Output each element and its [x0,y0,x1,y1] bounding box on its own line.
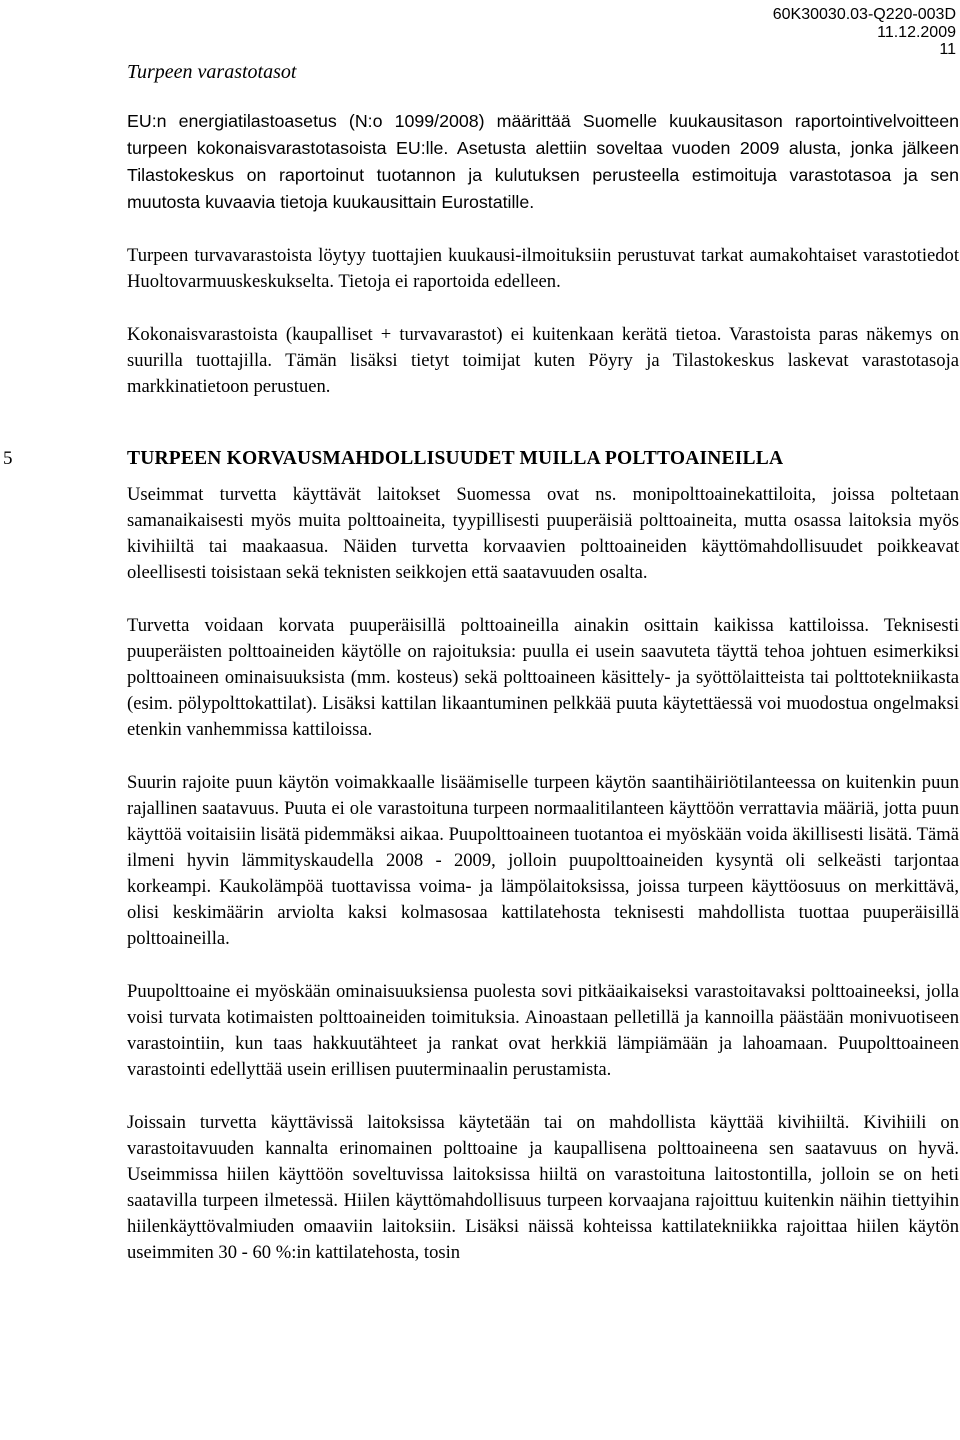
paragraph-eu-regulation [127,108,959,216]
paragraph-lead-text: EU:n energiatilastoasetus (N:o 1099/2008) määrittää Suomelle kuukausitason raportointivelvoitteen turpeen kokonaisvarastotasoista EU:lle. [127,111,959,158]
paragraph-multifuel-boilers: Useimmat turvetta käyttävät laitokset Suomessa ovat ns. monipolttoainekattiloita, joissa poltetaan samanaikaisesti myös muita polttoaineita, tyypillisesti puuperäisiä polttoaineita, mutta osassa laitoksia myös kivihiiltä tai maakaasua. Näiden turvetta korvaavien polttoaineiden käyttömahdollisuudet poikkeavat oleellisesti toisistaan sekä teknisten seikkojen että saatavuuden osalta. [127,484,959,583]
paragraph-wood-availability: Suurin rajoite puun käytön voimakkaalle lisäämiselle turpeen käytön saantihäiriötilanteessa on kuitenkin puun rajallinen saatavuus. Puuta ei ole varastoituna turpeen normaalitilanteen käyttöön verrattavia määriä, jotta puun käyttöä voitaisiin lisätä pidemmäksi aikaa. Puupolttoaineen tuotantoa ei myöskään voida äkillisesti lisätä. Tämä ilmeni hyvin lämmityskaudella 2008 - 2009, jolloin puupolttoaineiden kysyntä oli selkeästi tarjontaa korkeampi. Kaukolämpöä tuottavissa voima- ja lämpölaitoksissa, joissa turpeen käyttöosuus on merkittävä, olisi keskimäärin arviolta kaksi kolmasosaa kattilatehosta teknisesti mahdollista tuottaa puuperäisillä polttoaineilla. [127,772,959,949]
running-title: Turpeen varastotasot [127,61,297,83]
document-date: 11.12.2009 [877,23,956,41]
paragraph-wood-storage: Puupolttoaine ei myöskään ominaisuuksiensa puolesta sovi pitkäaikaiseksi varastoitavaksi polttoaineeksi, jolla voisi turvata kotimaisten polttoaineiden toimituksia. Ainoastaan pelletillä ja kannoilla päästään monivuotiseen varastointiin, kun taas hakkuutähteet ja rankat ovat herkkiä lämpiämään ja lahoamaan. Puupolttoaineen varastointi edellyttää usein erillisen puuterminaalin perustamista. [127,981,959,1080]
paragraph-coal: Joissain turvetta käyttävissä laitoksissa käytetään tai on mahdollista käyttää kivihiiltä. Kivihiili on varastoitavuuden kannalta erinomainen polttoaine ja kaupallisena polttoaineena sen saatavuus on hyvä. Useimmissa hiilen käyttöön soveltuvissa laitoksissa hiiltä on varastoituna laitostontilla, jolloin se on heti saatavilla turpeen ilmetessä. Hiilen käyttömahdollisuus turpeen korvaajana rajoittuu kuitenkin näihin tiettyihin hiilenkäyttövalmiuden omaaviin laitoksiin. Lisäksi näissä kohteissa kattilatekniikka rajoittaa hiilen käytön useimmiten 30 - 60 %:in kattilatehosta, tosin [127,1112,959,1263]
paragraph-total-stocks: Kokonaisvarastoista (kaupalliset + turvavarastot) ei kuitenkaan kerätä tietoa. Varastoista paras näkemys on suurilla tuottajilla. Tämän lisäksi tietyt toimijat kuten Pöyry ja Tilastokeskus laskevat varastotasoja markkinatietoon perustuen. [127,324,959,397]
section-number: 5 [3,448,13,469]
paragraph-safety-stocks: Turpeen turvavarastoista löytyy tuottajien kuukausi-ilmoituksiin perustuvat tarkat aumakohtaiset varastotiedot Huoltovarmuuskeskukselta. Tietoja ei raportoida edelleen. [127,245,959,292]
page-number: 11 [939,41,956,58]
section-title: TURPEEN KORVAUSMAHDOLLISUUDET MUILLA POLTTOAINEILLA [127,448,784,469]
page-body [3,108,960,1293]
section-heading [3,446,959,472]
page-header-meta [773,6,956,59]
document-id: 60K30030.03-Q220-003D [772,6,956,23]
paragraph-wood-fuels: Turvetta voidaan korvata puuperäisillä polttoaineilla ainakin osittain kaikissa kattiloissa. Teknisesti puuperäisten polttoaineiden käytölle on rajoituksia: puulla ei usein saavuteta täyttä tehoa johtuen esimerkiksi polttoaineen ominaisuuksista (mm. kosteus) sekä polttoaineen käsittely- ja syöttölaitteista tai polttotekniikasta (esim. pölypolttokattilat). Lisäksi kattilan likaantuminen pelkkää puuta käytettäessä voi muodostua ongelmaksi etenkin vanhemmissa kattiloissa. [127,615,959,740]
paragraph-continuation-text: Asetusta alettiin soveltaa vuoden 2009 alusta, jonka jälkeen Tilastokeskus on raportoinut tuotannon ja kulutuksen perusteella estimoituja varastotasoa ja sen muutosta kuvaavia tietoja kuukausittain Eurostatille. [127,138,960,212]
